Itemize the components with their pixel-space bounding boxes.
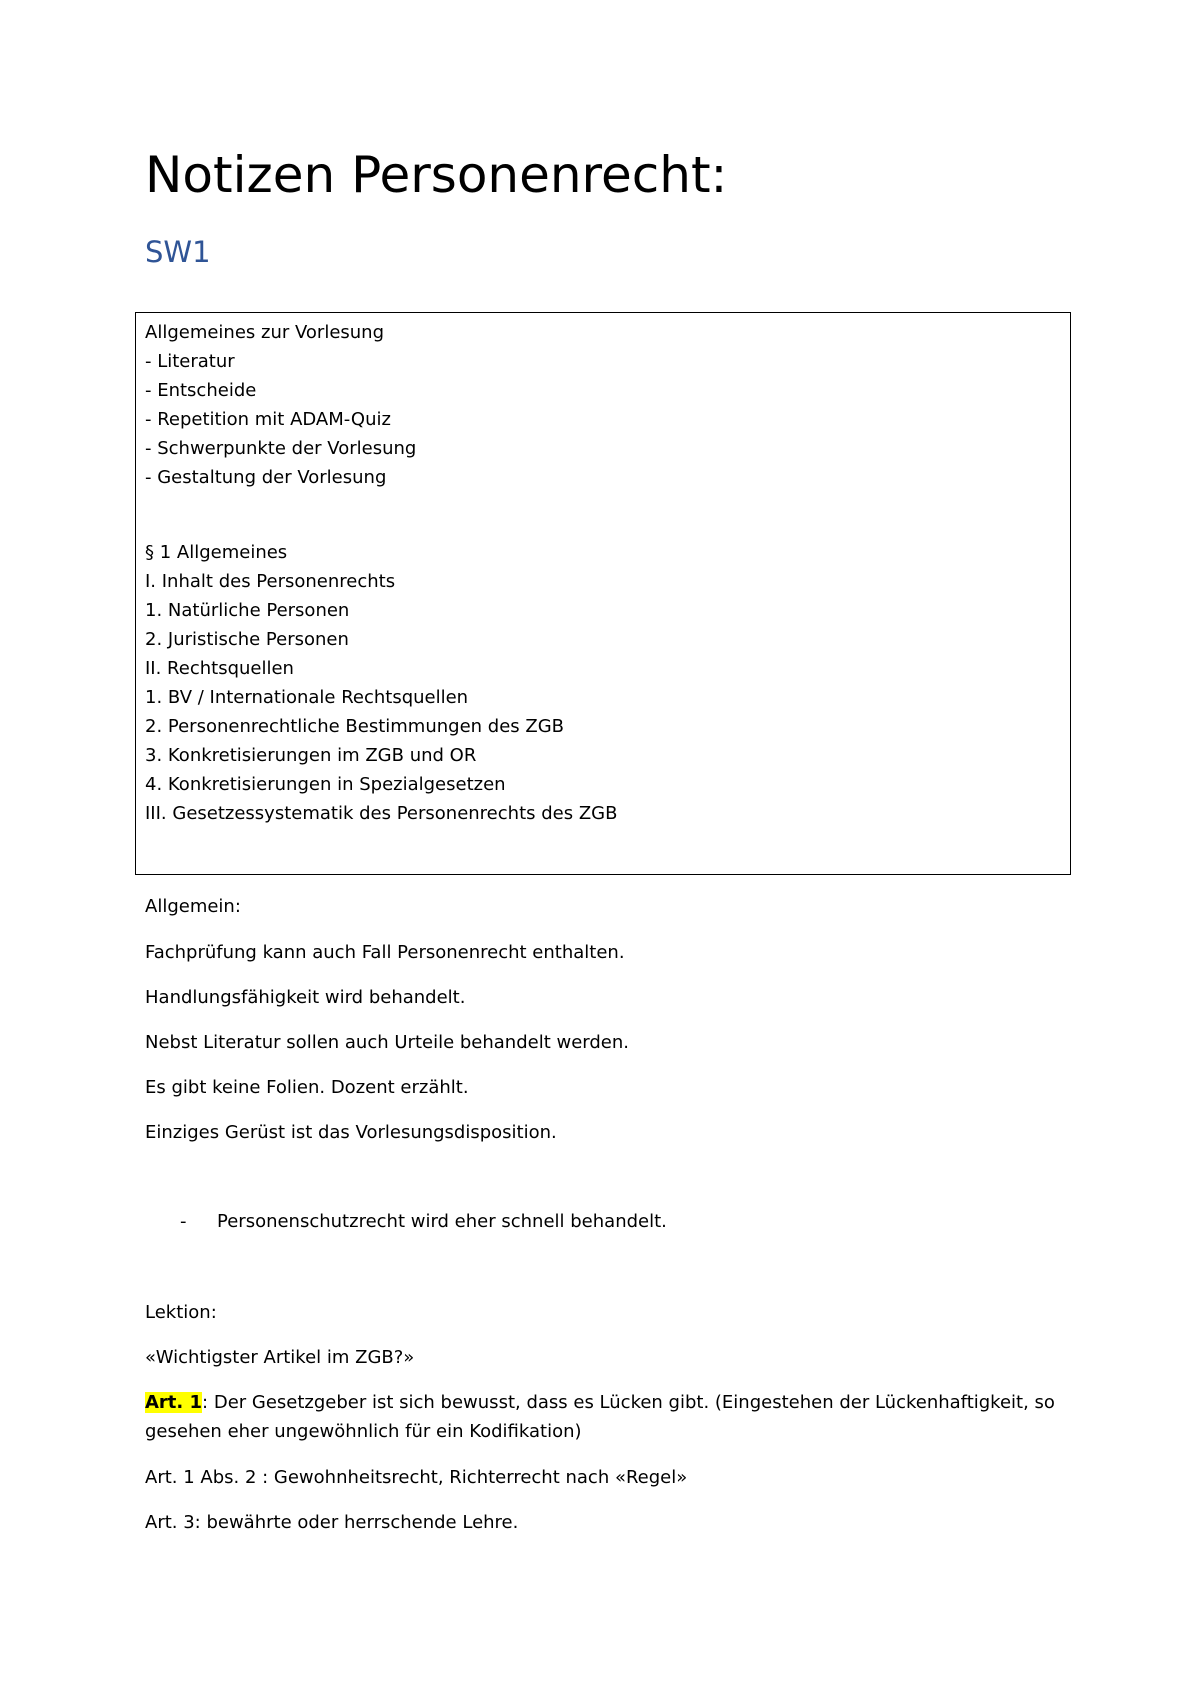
paragraph: Handlungsfähigkeit wird behandelt.	[145, 987, 466, 1008]
article-1-line	[145, 1391, 1055, 1415]
paragraph: Fachprüfung kann auch Fall Personenrecht enthalten.	[145, 942, 625, 963]
bullet-item: Personenschutzrecht wird eher schnell behandelt.	[217, 1211, 667, 1232]
section-heading-sw1: SW1	[145, 235, 211, 269]
box-line: 3. Konkretisierungen im ZGB und OR	[145, 745, 477, 766]
paragraph: Einziges Gerüst ist das Vorlesungsdisposition.	[145, 1122, 557, 1143]
box-line: - Repetition mit ADAM-Quiz	[145, 409, 391, 430]
box-line: 2. Personenrechtliche Bestimmungen des ZGB	[145, 716, 565, 737]
box-line: I. Inhalt des Personenrechts	[145, 571, 396, 592]
outline-box	[135, 312, 1071, 875]
article-1-abs-2: Art. 1 Abs. 2 : Gewohnheitsrecht, Richterrecht nach «Regel»	[145, 1467, 688, 1488]
paragraph: Es gibt keine Folien. Dozent erzählt.	[145, 1077, 469, 1098]
box-line: III. Gesetzessystematik des Personenrechts des ZGB	[145, 803, 618, 824]
box-line: 4. Konkretisierungen in Spezialgesetzen	[145, 774, 506, 795]
box-line: § 1 Allgemeines	[145, 542, 288, 563]
article-1-text-continued: gesehen eher ungewöhnlich für ein Kodifikation)	[145, 1421, 582, 1442]
article-3: Art. 3: bewährte oder herrschende Lehre.	[145, 1512, 519, 1533]
article-1-highlight: Art. 1	[145, 1392, 203, 1413]
lektion-heading: Lektion:	[145, 1302, 217, 1323]
box-line: 2. Juristische Personen	[145, 629, 349, 650]
box-line: - Literatur	[145, 351, 235, 372]
box-line: - Entscheide	[145, 380, 257, 401]
article-1-text: : Der Gesetzgeber ist sich bewusst, dass es Lücken gibt. (Eingestehen der Lückenhaftigkeit, so	[202, 1392, 1055, 1413]
document-title: Notizen Personenrecht:	[145, 146, 728, 204]
box-line: 1. BV / Internationale Rechtsquellen	[145, 687, 469, 708]
box-line: Allgemeines zur Vorlesung	[145, 322, 385, 343]
box-line: - Gestaltung der Vorlesung	[145, 467, 387, 488]
lektion-question: «Wichtigster Artikel im ZGB?»	[145, 1347, 415, 1368]
allgemein-heading: Allgemein:	[145, 896, 241, 917]
box-line: II. Rechtsquellen	[145, 658, 294, 679]
box-line: 1. Natürliche Personen	[145, 600, 350, 621]
paragraph: Nebst Literatur sollen auch Urteile behandelt werden.	[145, 1032, 630, 1053]
bullet-marker: -	[180, 1211, 187, 1232]
box-line: - Schwerpunkte der Vorlesung	[145, 438, 417, 459]
